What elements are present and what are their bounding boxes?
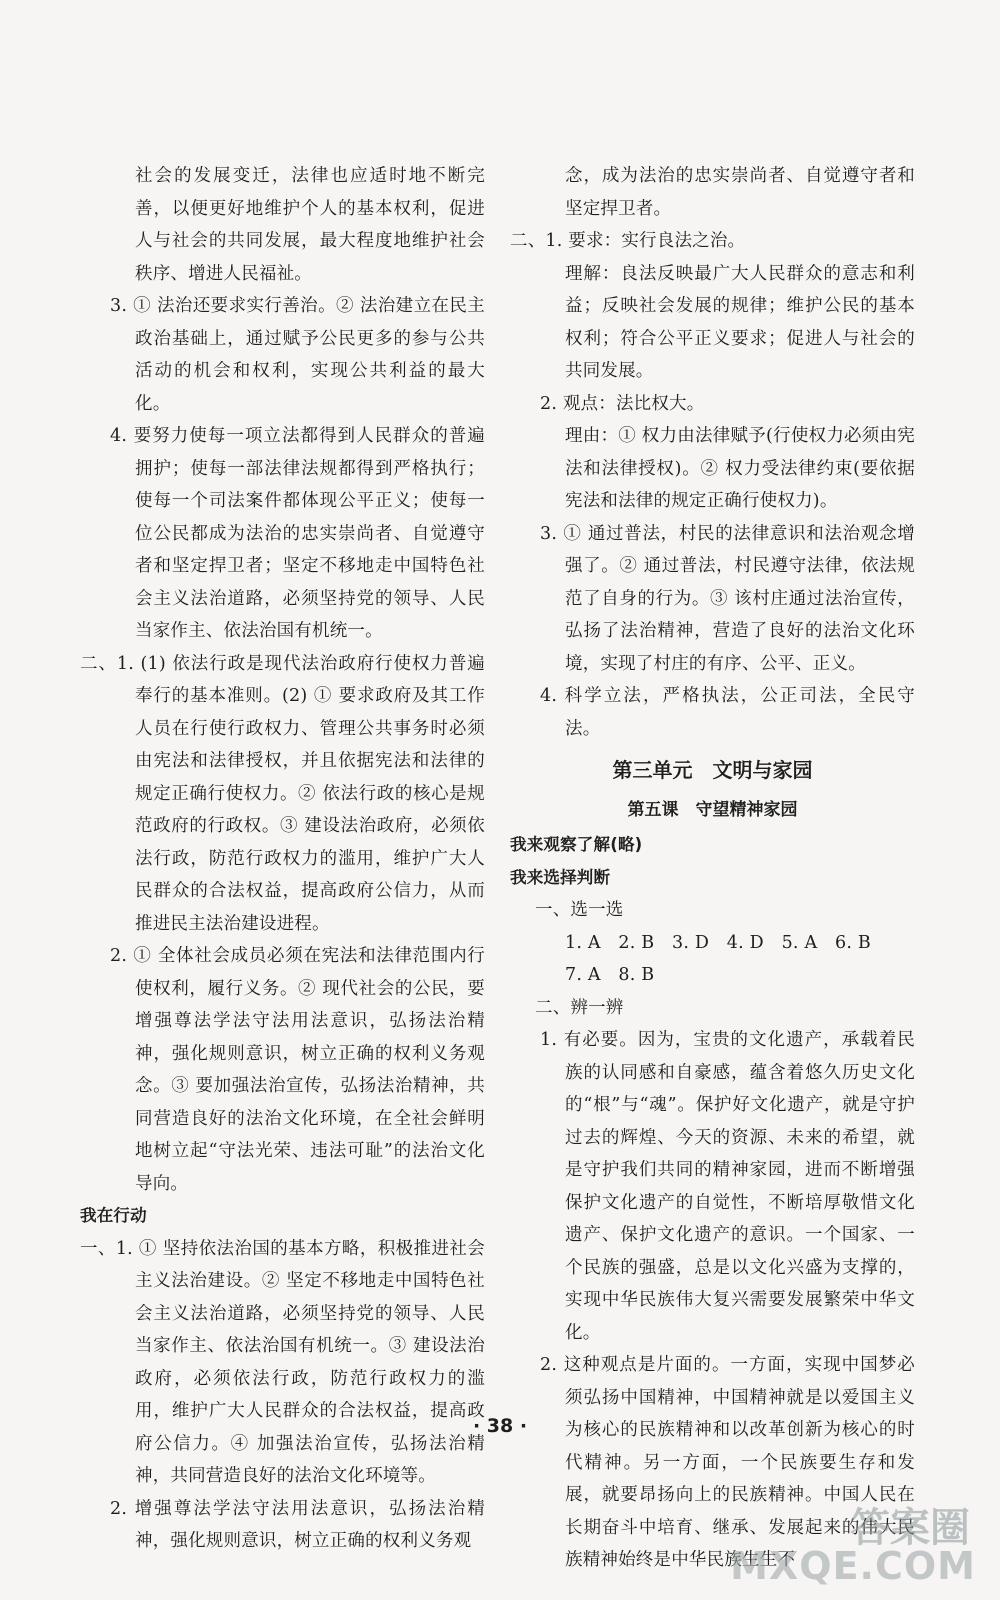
section-heading: 我来选择判断 (510, 867, 611, 887)
left-column (80, 160, 485, 1558)
unit-title: 第三单元 文明与家园 (612, 758, 813, 782)
lesson-title: 第五课 守望精神家园 (627, 800, 798, 820)
answer-paragraph: 2. ① 全体社会成员必须在宪法和法律范围内行使权利，履行义务。② 现代社会的公民，要增强尊法学法守法用法意识，弘扬法治精神，强化规则意识，树立正确的权利义务观念。③ 要加强法治宣传，弘扬法治精神，共同营造良好的法治文化环境，在全社会鲜明地树立起“守法光荣、违法可耻”的法治文化导向。 (110, 946, 485, 1194)
answer-paragraph: 4. 要努力使每一项立法都得到人民群众的普遍拥护；使每一部法律法规都得到严格执行；使每一个司法案件都体现公平正义；使每一位公民都成为法治的忠实崇尚者、自觉遵守者和坚定捍卫者；坚定不移地走中国特色社会主义法治道路，必须坚持党的领导、人民当家作主、依法治国有机统一。 (110, 426, 485, 641)
answer-paragraph: 理解：良法反映最广大人民群众的意志和利益；反映社会发展的规律；维护公民的基本权利；符合公平正义要求；促进人与社会的共同发展。 (565, 263, 915, 381)
answer-paragraph: 2. 观点：法比权大。 (540, 393, 705, 414)
right-column (510, 160, 915, 1577)
answer-paragraph: 社会的发展变迁，法律也应适时地不断完善，以便更好地维护个人的基本权利，促进人与社会的共同发展，最大程度地维护社会秩序、增进人民福祉。 (135, 166, 485, 284)
answer-paragraph: 2. 这种观点是片面的。一方面，实现中国梦必须弘扬中国精神，中国精神就是以爱国主义为核心的民族精神和以改革创新为核心的时代精神。另一方面，一个民族要生存和发展，就要昂扬向上的民族精神。中国人民在长期奋斗中培育、继承、发展起来的伟大民族精神始终是中华民族生生不 (540, 1355, 915, 1570)
answer-paragraph: 二、1. (1) 依法行政是现代法治政府行使权力普遍奉行的基本准则。(2) ① 要求政府及其工作人员在行使行政权力、管理公共事务时必须由宪法和法律授权，并且依据宪法和法律的规定正确行使权力。② 依法行政的核心是规范政府的行政权。③ 建设法治政府，必须依法行政，防范行政权力的滥用，维护广大人民群众的合法权益，提高政府公信力，从而推进民主法治建设进程。 (80, 653, 485, 934)
answer-paragraph: 念，成为法治的忠实崇尚者、自觉遵守者和坚定捍卫者。 (565, 166, 915, 219)
answer-paragraph: 1. 有必要。因为，宝贵的文化遗产，承载着民族的认同感和自豪感，蕴含着悠久历史文化的“根”与“魂”。保护好文化遗产，就是守护过去的辉煌、今天的资源、未来的希望，就是守护我们共同的精神家园，进而不断增强保护文化遗产的自觉性，不断培厚敬惜文化遗产、保护文化遗产的意识。一个国家、一个民族的强盛，总是以文化兴盛为支撑的，实现中华民族伟大复兴需要发展繁荣中华文化。 (540, 1030, 915, 1343)
answer-paragraph: 一、选一选 (535, 900, 624, 920)
section-heading: 我来观察了解(略) (510, 835, 643, 854)
section-heading: 我在行动 (80, 1206, 147, 1225)
answer-paragraph: 二、辨一辨 (535, 997, 624, 1018)
answer-paragraph: 二、1. 要求：实行良法之治。 (510, 231, 746, 251)
answer-paragraph: 7. A 8. B (565, 965, 655, 985)
answer-paragraph: 2. 增强尊法学法守法用法意识，弘扬法治精神，强化规则意识，树立正确的权利义务观 (110, 1498, 485, 1551)
answer-paragraph: 一、1. ① 坚持依法治国的基本方略，积极推进社会主义法治建设。② 坚定不移地走中国特色社会主义法治道路，必须坚持党的领导、人民当家作主、依法治国有机统一。③ 建设法治政府，必须依法行政，防范行政权力的滥用，维护广大人民群众的合法权益，提高政府公信力。④ 加强法治宣传，弘扬法治精神，共同营造良好的法治文化环境等。 (80, 1238, 485, 1486)
answer-paragraph: 理由：① 权力由法律赋予(行使权力必须由宪法和法律授权)。② 权力受法律约束(要依据宪法和法律的规定正确行使权力)。 (565, 426, 915, 511)
watermark-site: MXQE.COM (730, 1544, 976, 1588)
answer-paragraph: 3. ① 法治还要求实行善治。② 法治建立在民主政治基础上，通过赋予公民更多的参与公共活动的机会和权利，实现公共利益的最大化。 (110, 296, 485, 414)
answer-paragraph: 4. 科学立法，严格执法，公正司法，全民守法。 (540, 686, 915, 739)
watermark-logo: 答案圈 (850, 1505, 970, 1551)
watermark (730, 1496, 994, 1596)
answer-paragraph: 1. A 2. B 3. D 4. D 5. A 6. B (565, 932, 871, 953)
page-number: · 38 · (472, 1415, 528, 1437)
answer-paragraph: 3. ① 通过普法，村民的法律意识和法治观念增强了。② 通过普法，村民遵守法律，依法规范了自身的行为。③ 该村庄通过法治宣传，弘扬了法治精神，营造了良好的法治文化环境，实现了村庄的有序、公平、正义。 (540, 523, 915, 674)
